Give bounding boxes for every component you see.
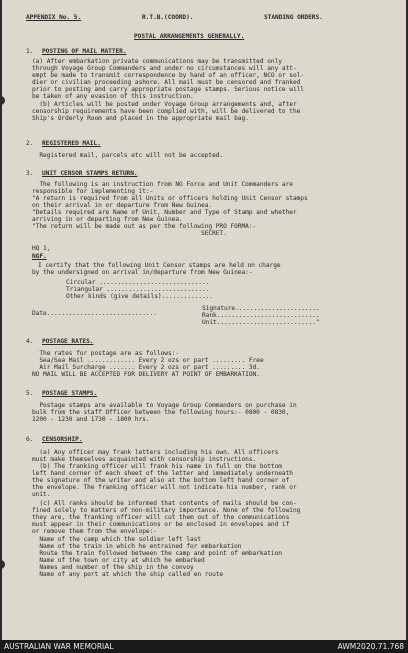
- section-number: 6.: [26, 436, 34, 443]
- section-heading: POSTAGE RATES.: [42, 338, 94, 345]
- section-line: "A return is required from all Units or officers holding Unit Censor stamps: [32, 195, 308, 202]
- section-line: or remove them from the envelope:-: [32, 528, 157, 535]
- form-unit-label: Unit...........................": [202, 319, 320, 326]
- form-to-label: HQ 1,: [32, 245, 51, 252]
- section-line: "Details required are Name of Unit, Number and Type of Stamp and whether: [32, 209, 297, 216]
- section-line: (a) Any officer may frank letters including his own. All officers: [32, 449, 279, 456]
- section-number: 3.: [26, 170, 34, 177]
- section-line: empt be made to transmit correspondence by hand of an officer, NCO or sol-: [32, 72, 304, 79]
- section-line: "The return will be made out as per the following PRO FORMA:-: [32, 223, 257, 230]
- section-line: on their arrival in or departure from New Guinea.: [32, 202, 213, 209]
- section-line: Postage stamps are available to Voyage Group Commanders on purchase in: [32, 402, 297, 409]
- section-heading: UNIT CENSOR STAMPS RETURN.: [42, 170, 138, 177]
- section-line: Names and number of the ship in the convoy: [32, 564, 194, 571]
- section-line: responsible for implementing it:-: [32, 188, 154, 195]
- section-number: 1.: [26, 48, 34, 55]
- section-line: Name of the camp which the soldier left last: [32, 536, 202, 543]
- punch-hole: [2, 96, 5, 105]
- form-signature-label: Signature.......................: [202, 305, 320, 312]
- section-line: the signature of the writer and also at the bottom left hand corner of: [32, 477, 290, 484]
- section-line: they are, the franking officer will cut them out of the communications: [32, 514, 290, 521]
- section-line: Name of the train in which he entrained for embarkation: [32, 543, 242, 550]
- header-right: STANDING ORDERS.: [264, 14, 323, 21]
- form-ngf-label: NGF.: [32, 253, 47, 260]
- section-number: 4.: [26, 338, 34, 345]
- punch-hole: [2, 560, 5, 569]
- document-page: [2, 0, 406, 640]
- form-certify-line: I certify that the following Unit Censor stamps are held on charge: [38, 262, 281, 269]
- section-line: (b) Articles will be posted under Voyage Group arrangements and, after: [32, 101, 297, 108]
- section-line: NO MAIL WILL BE ACCEPTED FOR DELIVERY AT POINT OF EMBARKATION.: [32, 371, 260, 378]
- section-line: censorship requirements have been complied with, will be delivered to the: [32, 108, 301, 115]
- form-stamp-line: Triangular ............................: [66, 286, 210, 293]
- footer-bar: [0, 640, 408, 653]
- header-left: APPENDIX No. 5.: [26, 14, 82, 21]
- section-heading: REGISTERED MAIL.: [42, 140, 101, 147]
- section-line: Name of the town or city at which he embarked: [32, 557, 205, 564]
- section-line: unit.: [32, 491, 51, 498]
- section-line: bulk from the staff Officer between the following hours:- 0800 - 0830,: [32, 409, 290, 416]
- header-center: R.T.B.(COORD).: [142, 14, 194, 21]
- section-line: SECRET.: [32, 230, 227, 237]
- form-rank-label: Rank............................: [202, 312, 320, 319]
- section-line: fined solely to matters of non-military importance. None of the following: [32, 507, 301, 514]
- form-stamp-line: Other kinds (give details)..............: [66, 293, 214, 300]
- section-line: (a) After embarkation private communications may be transmitted only: [32, 58, 282, 65]
- section-line: Route the train followed between the camp and point of embarkation: [32, 550, 282, 557]
- section-line: (b) The franking officer will frank his name in full on the bottom: [32, 463, 282, 470]
- section-heading: POSTAGE STAMPS.: [42, 390, 98, 397]
- section-heading: POSTING OF MAIL MATTER.: [42, 48, 127, 55]
- section-number: 2.: [26, 140, 34, 147]
- section-line: The following is an instruction from NG Force and Unit Commanders are: [32, 181, 293, 188]
- section-line: be taken of any evasion of this instruction.: [32, 93, 194, 100]
- form-certify-line: by the undersigned on arrival in/departure from New Guinea:-: [32, 269, 253, 276]
- section-line: must make themselves acquainted with censorship instructions.: [32, 456, 257, 463]
- section-line: The rates for postage are as follows:-: [32, 350, 180, 357]
- section-line: Ship's Orderly Room and placed in the appropriate mail bag.: [32, 115, 249, 122]
- section-line: Registered mail, parcels etc will not be accepted.: [32, 152, 224, 159]
- footer-accession-number: AWM2020.71.768: [337, 642, 404, 651]
- section-line: Sea/Sea Mail ............. Every 2 ozs or part ......... Free: [32, 357, 264, 364]
- section-line: dier or civilian proceeding ashore. All mail must be censored and franked: [32, 79, 301, 86]
- section-line: Air Mail Surcharge ....... Every 2 ozs or part ......... 3d.: [32, 364, 260, 371]
- section-line: Name of any port at which the ship called en route: [32, 571, 224, 578]
- section-line: 1200 - 1230 and 1730 - 1800 hrs.: [32, 416, 150, 423]
- form-date-label: Date..............................: [32, 310, 157, 317]
- section-line: through Voyage Group Commanders and under no circumstances will any att-: [32, 65, 297, 72]
- footer-institution: AUSTRALIAN WAR MEMORIAL: [4, 642, 114, 651]
- section-heading: CENSORSHIP.: [42, 436, 83, 443]
- section-line: arriving in or departing from New Guinea.: [32, 216, 183, 223]
- page-title: POSTAL ARRANGEMENTS GENERALLY.: [134, 33, 245, 40]
- section-line: the envelope. The franking officer will not indicate his number, rank or: [32, 484, 297, 491]
- form-stamp-line: Circular ..............................: [66, 279, 210, 286]
- section-line: left hand corner of each sheet of the letter and immediately underneath: [32, 470, 293, 477]
- section-line: (c) All ranks should be informed that contents of mails should be con-: [32, 500, 297, 507]
- section-number: 5.: [26, 390, 34, 397]
- section-line: prior to posting and carry appropriate postage stamps. Serious notice will: [32, 86, 304, 93]
- section-line: must appear in their communications or be enclosed in envelopes and if: [32, 521, 290, 528]
